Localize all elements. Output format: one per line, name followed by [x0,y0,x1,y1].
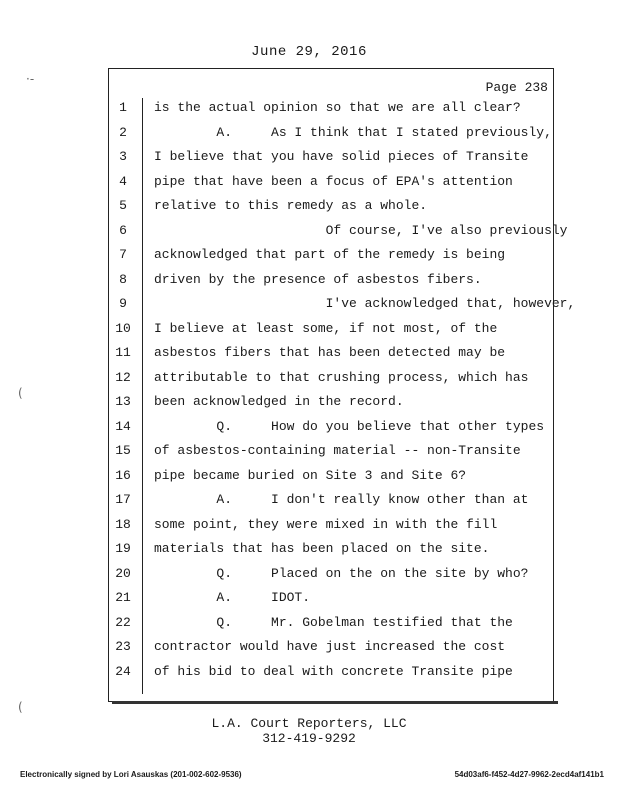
line-text: I believe that you have solid pieces of Transite [154,149,529,164]
line-text: been acknowledged in the record. [154,394,404,409]
transcript-line [112,615,552,635]
document-id: 54d03af6-f452-4d27-9962-2ecd4af141b1 [454,770,604,779]
line-number: 23 [115,639,131,654]
line-text: pipe became buried on Site 3 and Site 6? [154,467,467,483]
transcript-line [112,492,552,512]
transcript-line [112,517,552,537]
transcript-line [112,639,552,659]
line-text: contractor would have just increased the cost [154,639,506,654]
scan-mark-icon: ·- [26,72,35,86]
transcript-line [112,321,552,341]
scan-mark-icon: ( [18,386,23,400]
line-text: is the actual opinion so that we are all clear? [154,100,521,115]
reporter-company: L.A. Court Reporters, LLC [211,716,407,731]
line-text: Q. Placed on the on the site by who? [154,565,529,581]
transcript-line [112,468,552,488]
line-text: I've acknowledged that, however, [154,296,576,311]
transcript-line [112,590,552,610]
transcript-line [112,345,552,365]
transcript-line [112,296,576,316]
transcript-line [112,174,552,194]
line-text: of asbestos-containing material -- non-Transite [154,443,521,458]
line-number: 3 [119,149,127,164]
scan-mark-icon: ( [18,700,23,714]
line-number: 15 [115,443,131,458]
page-frame-shadow [112,701,558,704]
transcript-line [112,272,552,292]
line-text: materials that has been placed on the site. [154,541,490,556]
transcript-line [112,664,552,684]
line-number: 13 [115,394,131,409]
transcript-line [112,443,552,463]
line-text: attributable to that crushing process, which has [154,369,529,385]
line-text: A. I don't really know other than at [154,492,529,507]
transcript-date: June 29, 2016 [251,44,367,60]
line-text: Of course, I've also previously [154,222,568,238]
transcript-line [112,100,552,120]
line-text: driven by the presence of asbestos fibers. [154,271,482,287]
line-number: 5 [119,198,127,213]
line-number: 1 [119,100,127,115]
line-number: 9 [119,296,127,311]
transcript-line [112,541,552,561]
reporter-phone: 312-419-9292 [262,731,356,746]
page-number: Page 238 [485,80,548,95]
line-number: 6 [119,222,127,238]
transcript-line [112,222,568,243]
line-number: 12 [115,369,131,385]
line-text: relative to this remedy as a whole. [154,198,428,213]
line-text: I believe at least some, if not most, of the [154,320,498,336]
transcript-line [112,566,552,586]
line-text: asbestos fibers that has been detected may be [154,345,506,360]
line-number: 24 [115,663,131,679]
transcript-line [112,370,552,390]
line-text: some point, they were mixed in with the fill [154,516,498,532]
line-number: 14 [115,418,131,434]
line-number: 21 [115,590,131,605]
line-number: 20 [115,565,131,581]
line-number: 19 [115,541,131,556]
line-text: of his bid to deal with concrete Transite pipe [154,663,513,679]
line-number: 17 [115,492,131,507]
line-number: 4 [119,173,127,189]
transcript-line [112,198,552,218]
line-text: Q. How do you believe that other types [154,418,545,434]
line-number: 10 [115,320,131,336]
line-number: 2 [119,124,127,140]
line-number: 7 [119,247,127,262]
line-text: A. IDOT. [154,590,311,605]
transcript-line [112,125,552,145]
line-number: 22 [115,614,131,630]
line-text: pipe that have been a focus of EPA's attention [154,173,513,189]
electronic-signature-line: Electronically signed by Lori Asauskas (201-002-602-9536) [20,770,242,779]
line-text: acknowledged that part of the remedy is being [154,247,506,262]
transcript-line [112,149,552,169]
line-text: A. As I think that I stated previously, [154,124,552,140]
line-number: 11 [115,345,131,360]
line-number: 16 [115,467,131,483]
transcript-line [112,247,552,267]
transcript-line [112,394,552,414]
line-number: 18 [115,516,131,532]
line-number: 8 [119,271,127,287]
transcript-line [112,419,552,439]
line-text: Q. Mr. Gobelman testified that the [154,614,513,630]
